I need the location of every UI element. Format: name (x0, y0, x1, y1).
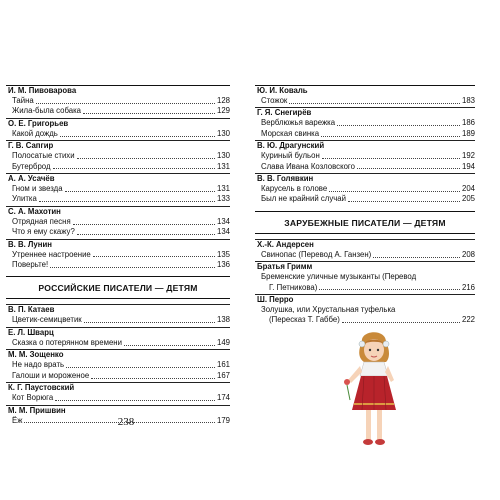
entry-page: 130 (216, 128, 230, 138)
dot-leader (53, 168, 215, 169)
toc-entry (6, 360, 230, 370)
entry-page: 186 (461, 118, 475, 128)
author-heading: Ш. Перро (255, 294, 475, 305)
dot-leader (337, 125, 460, 126)
entry-title-continued (261, 283, 475, 293)
entry-title: Бременские уличные музыканты (Перевод (261, 272, 417, 282)
entry-title: Морская свинка (261, 128, 320, 138)
entry-page: 167 (216, 370, 230, 380)
dot-leader (329, 191, 460, 192)
entry-title: Куриный бульон (261, 151, 320, 161)
dot-leader (36, 103, 215, 104)
dot-leader (55, 400, 215, 401)
dot-leader (124, 345, 215, 346)
dot-leader (77, 234, 215, 235)
author-heading: Ю. И. Коваль (255, 85, 475, 96)
entry-title: Свинопас (Перевод А. Ганзен) (261, 249, 372, 259)
entry-page: 131 (216, 184, 230, 194)
dot-leader (39, 201, 215, 202)
entry-title: Поверьте! (12, 260, 49, 270)
dot-leader (66, 367, 215, 368)
toc-entry (255, 305, 475, 326)
toc-entry (6, 227, 230, 237)
entry-page: 179 (216, 415, 230, 425)
entry-title: Что я ему скажу? (12, 227, 75, 237)
entry-title: Какой дождь (12, 128, 58, 138)
dot-leader (321, 136, 460, 137)
entry-title: Бутерброд (12, 161, 51, 171)
toc-entry (6, 129, 230, 139)
toc-entry (255, 184, 475, 194)
dot-leader (289, 103, 460, 104)
author-heading: Г. В. Сапгир (6, 140, 230, 151)
author-heading: Братья Гримм (255, 261, 475, 272)
entry-page: 204 (461, 184, 475, 194)
entry-title-line2: Г. Петникова) (269, 282, 318, 292)
entry-page: 128 (216, 96, 230, 105)
entry-page: 136 (216, 260, 230, 270)
dot-leader (357, 168, 460, 169)
toc-entry (6, 162, 230, 172)
page-number: 238 (117, 416, 135, 428)
author-heading: М. М. Зощенко (6, 349, 230, 360)
toc-right-column (255, 84, 475, 326)
toc-entry (6, 184, 230, 194)
dot-leader (342, 322, 460, 323)
author-heading: В. В. Лунин (6, 239, 230, 250)
dot-leader (60, 136, 215, 137)
toc-entry (255, 151, 475, 161)
toc-entry (255, 272, 475, 293)
entry-page: 161 (216, 360, 230, 370)
section-heading: РОССИЙСКИЕ ПИСАТЕЛИ — ДЕТЯМ (6, 276, 230, 299)
entry-title: Улитка (12, 194, 37, 204)
toc-entry (6, 250, 230, 260)
toc-entry (255, 96, 475, 106)
entry-title: Верблюжья варежка (261, 118, 336, 128)
entry-title: Стожок (261, 96, 288, 105)
toc-entry (255, 129, 475, 139)
author-heading: С. А. Махотин (6, 206, 230, 217)
toc-entry (6, 151, 230, 161)
entry-page: 192 (461, 151, 475, 161)
entry-title-continued (261, 315, 475, 325)
dot-leader (65, 191, 215, 192)
dot-leader (322, 158, 460, 159)
toc-entry (6, 315, 230, 325)
author-heading: Е. Л. Шварц (6, 327, 230, 338)
author-heading: Х.-К. Андерсен (255, 239, 475, 250)
dot-leader (93, 256, 215, 257)
toc-entry (6, 217, 230, 227)
dot-leader (373, 257, 460, 258)
author-heading: В. В. Голявкин (255, 173, 475, 184)
entry-page: 189 (461, 128, 475, 138)
entry-page: 133 (216, 194, 230, 204)
entry-page: 208 (461, 249, 475, 259)
dot-leader (73, 224, 215, 225)
toc-entry (6, 393, 230, 403)
entry-page: 183 (461, 96, 475, 105)
entry-title: Жила-была собака (12, 106, 82, 116)
author-heading: К. Г. Паустовский (6, 382, 230, 393)
entry-page: 216 (461, 282, 475, 292)
entry-title: Цветик-семицветик (12, 315, 82, 325)
entry-title-line2: (Пересказ Т. Габбе) (269, 315, 340, 325)
toc-entry (6, 371, 230, 381)
entry-title: Слава Ивана Козловского (261, 161, 355, 171)
entry-title: Карусель в голове (261, 184, 328, 194)
entry-page: 134 (216, 227, 230, 237)
entry-title: Тайна (12, 96, 34, 105)
toc-entry (6, 260, 230, 270)
entry-title: Сказка о потерянном времени (12, 337, 122, 347)
author-heading: О. Е. Григорьев (6, 118, 230, 129)
entry-title: Галоши и мороженое (12, 370, 90, 380)
entry-title: Полосатые стихи (12, 151, 75, 161)
author-heading: И. М. Пивоварова (6, 85, 230, 96)
toc-entry (255, 162, 475, 172)
entry-page: 138 (216, 315, 230, 325)
dot-leader (83, 113, 215, 114)
dot-leader (348, 201, 460, 202)
entry-title: Отрядная песня (12, 216, 71, 226)
section-heading: ЗАРУБЕЖНЫЕ ПИСАТЕЛИ — ДЕТЯМ (255, 211, 475, 234)
entry-title: Ёж (12, 415, 23, 425)
author-heading: В. Ю. Драгунский (255, 140, 475, 151)
entry-page: 130 (216, 151, 230, 161)
dot-leader (50, 267, 215, 268)
toc-entry (6, 194, 230, 204)
entry-page: 174 (216, 393, 230, 403)
toc-entry (255, 118, 475, 128)
entry-title: Утреннее настроение (12, 249, 91, 259)
entry-page: 134 (216, 216, 230, 226)
entry-page: 222 (461, 315, 475, 325)
girl-illustration (340, 328, 408, 452)
author-heading: М. М. Пришвин (6, 405, 230, 416)
entry-title: Золушка, или Хрустальная туфелька (261, 305, 396, 315)
entry-title: Гном и звезда (12, 184, 63, 194)
entry-page: 149 (216, 337, 230, 347)
author-heading: Г. Я. Снегирёв (255, 107, 475, 118)
dot-leader (91, 378, 215, 379)
dot-leader (84, 322, 215, 323)
entry-page: 131 (216, 161, 230, 171)
author-heading: А. А. Усачёв (6, 173, 230, 184)
toc-entry (255, 250, 475, 260)
entry-title: Кот Ворюга (12, 393, 54, 403)
toc-left-column (6, 84, 230, 426)
entry-page: 135 (216, 249, 230, 259)
dot-leader (77, 158, 215, 159)
dot-leader (319, 289, 460, 290)
toc-entry (6, 96, 230, 106)
toc-entry (255, 194, 475, 204)
entry-page: 129 (216, 106, 230, 116)
entry-page: 194 (461, 161, 475, 171)
entry-title: Не надо врать (12, 360, 65, 370)
toc-entry (6, 106, 230, 116)
entry-page: 205 (461, 194, 475, 204)
toc-entry (6, 338, 230, 348)
author-heading: В. П. Катаев (6, 304, 230, 315)
entry-title: Был не крайний случай (261, 194, 346, 204)
